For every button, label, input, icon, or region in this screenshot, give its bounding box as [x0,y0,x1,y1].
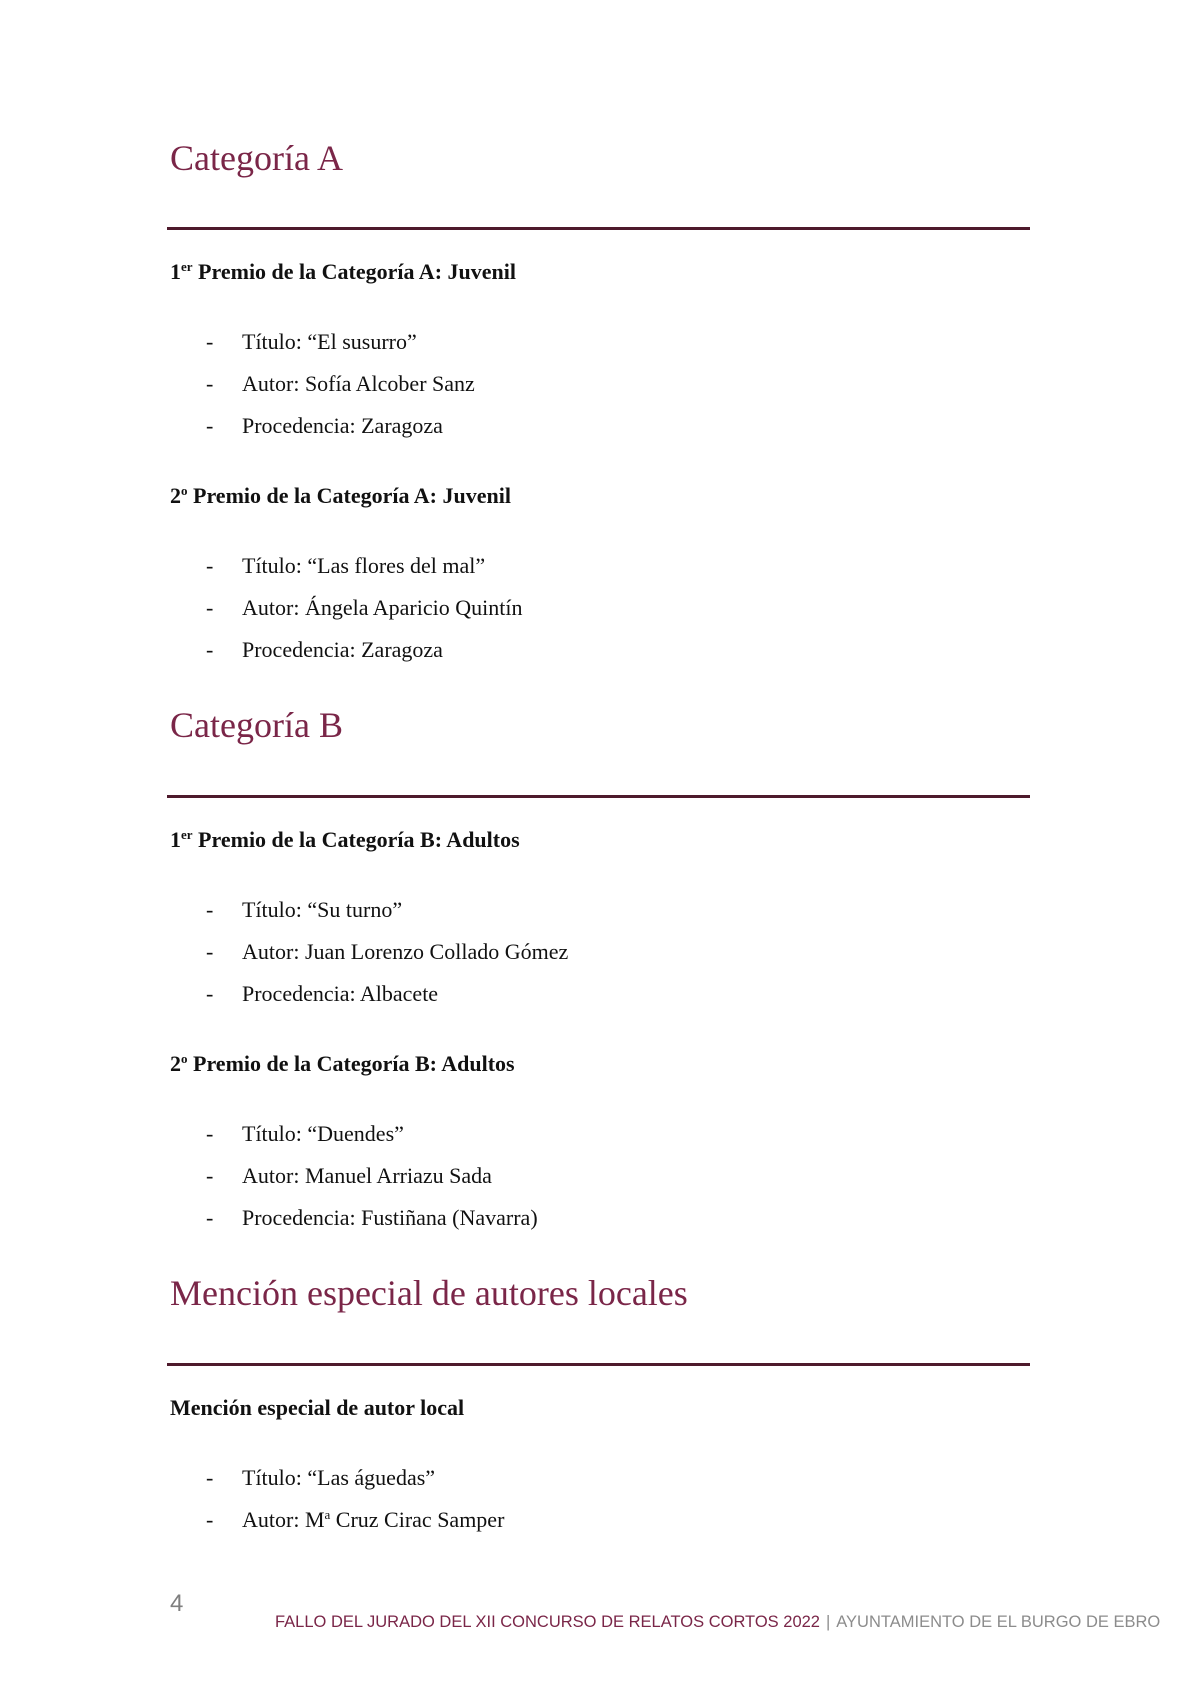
section-divider [167,795,1030,798]
prize-ordinal: 2 [170,483,181,508]
prize-heading-text: Premio de la Categoría B: Adultos [187,1051,515,1076]
prize-heading [170,482,511,510]
list-marker: - [206,1121,214,1146]
footer-document-title: FALLO DEL JURADO DEL XII CONCURSO DE RELATOS CORTOS 2022 [275,1613,820,1631]
prize-ordinal-suffix: o [181,483,188,498]
list-item [206,328,417,356]
list-item-text: Procedencia: Fustiñana (Navarra) [242,1205,538,1230]
list-item [206,938,568,966]
list-item-text: Título: “Duendes” [242,1121,404,1146]
prize-heading [170,826,520,854]
list-marker: - [206,981,214,1006]
section-title-category-a: Categoría A [170,138,343,178]
prize-ordinal-suffix: er [181,259,193,274]
section-title-category-b: Categoría B [170,705,343,745]
list-marker: - [206,637,214,662]
list-item [206,1204,538,1232]
section-divider [167,1363,1030,1366]
section-divider [167,227,1030,230]
footer-separator: | [825,1613,831,1631]
list-item [206,1506,504,1534]
prize-heading: Mención especial de autor local [170,1395,465,1420]
prize-ordinal: 1 [170,259,181,284]
author-rest: Cruz Cirac Samper [330,1507,505,1532]
list-item [206,980,438,1008]
list-marker: - [206,1465,214,1490]
list-item [206,370,475,398]
prize-heading [170,1050,515,1078]
page-footer [275,1613,1160,1632]
list-item [206,594,522,622]
list-item-text: Procedencia: Albacete [242,981,439,1006]
page-number: 4 [170,1590,184,1617]
author-prefix: Autor: M [242,1507,325,1532]
prize-heading [170,258,516,286]
list-marker: - [206,553,214,578]
prize-heading-text: Premio de la Categoría A: Juvenil [192,259,516,284]
list-item [206,636,443,664]
list-marker: - [206,1163,214,1188]
list-marker: - [206,329,214,354]
list-marker: - [206,1507,214,1532]
footer-organization: AYUNTAMIENTO DE EL BURGO DE EBRO [836,1613,1161,1631]
prize-ordinal: 2 [170,1051,181,1076]
list-item [206,896,402,924]
list-item-text: Título: “Las flores del mal” [242,553,486,578]
prize-ordinal-suffix: o [181,1051,188,1066]
section-title-local-authors: Mención especial de autores locales [170,1273,688,1313]
list-item-text: Autor: Sofía Alcober Sanz [242,371,475,396]
prize-ordinal: 1 [170,827,181,852]
list-item-text: Título: “El susurro” [242,329,417,354]
list-item-text: Autor: Juan Lorenzo Collado Gómez [242,939,569,964]
list-item-text: Procedencia: Zaragoza [242,637,443,662]
prize-heading-text: Premio de la Categoría B: Adultos [192,827,520,852]
list-item-text: Título: “Su turno” [242,897,403,922]
list-marker: - [206,371,214,396]
list-marker: - [206,1205,214,1230]
list-item [206,1464,435,1492]
prize-ordinal-suffix: er [181,827,193,842]
list-item [206,1162,492,1190]
list-item [206,1120,404,1148]
list-marker: - [206,413,214,438]
list-item [206,552,485,580]
list-item-text: Procedencia: Zaragoza [242,413,443,438]
list-marker: - [206,939,214,964]
list-item-text: Título: “Las águedas” [242,1465,436,1490]
list-marker: - [206,897,214,922]
list-item [206,412,443,440]
prize-heading-text: Premio de la Categoría A: Juvenil [187,483,511,508]
list-marker: - [206,595,214,620]
list-item-text: Autor: Ángela Aparicio Quintín [242,595,523,620]
list-item-text: Autor: Manuel Arriazu Sada [242,1163,492,1188]
author-superscript: a [324,1507,331,1522]
